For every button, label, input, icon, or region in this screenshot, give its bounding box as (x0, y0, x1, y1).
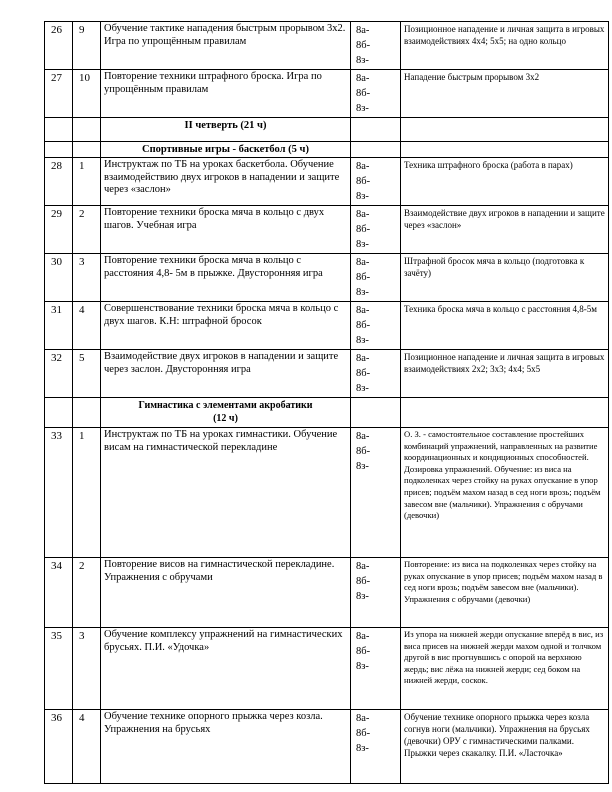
section-heading-row (45, 142, 609, 158)
lesson-row (45, 350, 609, 398)
class-label: 8з- (356, 591, 369, 602)
section-heading-row (45, 118, 609, 142)
lesson-number: 26 (45, 22, 73, 70)
lesson-topic: Повторение висов на гимнастической перекладине. Упражнения с обручами (101, 558, 351, 628)
lesson-number: 27 (45, 70, 73, 118)
class-list (351, 254, 401, 302)
lesson-row (45, 710, 609, 784)
lesson-number: 32 (45, 350, 73, 398)
class-list (351, 350, 401, 398)
section-lesson-number: 2 (73, 206, 101, 254)
lesson-topic: Обучение комплексу упражнений на гимнастических брусьях. П.И. «Удочка» (101, 628, 351, 710)
lesson-row (45, 206, 609, 254)
section-lesson-number: 10 (73, 70, 101, 118)
lesson-topic: Инструктаж по ТБ на уроках гимнастики. Обучение висам на гимнастической перекладине (101, 428, 351, 558)
class-label: 8з- (356, 103, 369, 114)
class-label: 8а- (356, 631, 370, 642)
lesson-row (45, 158, 609, 206)
section-lesson-number: 9 (73, 22, 101, 70)
section-heading-text: II четверть (21 ч) (184, 120, 267, 131)
lesson-number: 28 (45, 158, 73, 206)
lesson-activity: Нападение быстрым прорывом 3х2 (401, 70, 609, 118)
class-label: 8з- (356, 383, 369, 394)
empty-cell (351, 118, 401, 142)
class-list (351, 558, 401, 628)
empty-cell (73, 142, 101, 158)
lesson-topic: Совершенствование техники броска мяча в кольцо с двух шагов. К.Н: штрафной бросок (101, 302, 351, 350)
section-heading-hours: (12 ч) (213, 413, 238, 424)
lesson-topic: Инструктаж по ТБ на уроках баскетбола. Обучение взаимодействию двух игроков в нападении и защите через «заслон» (101, 158, 351, 206)
class-label: 8а- (356, 209, 370, 220)
class-label: 8а- (356, 257, 370, 268)
class-label: 8а- (356, 161, 370, 172)
class-label: 8б- (356, 320, 371, 331)
lesson-activity: Техника броска мяча в кольцо с расстояния 4,8-5м (401, 302, 609, 350)
class-list (351, 158, 401, 206)
class-label: 8б- (356, 368, 371, 379)
class-label: 8а- (356, 713, 370, 724)
lesson-number: 31 (45, 302, 73, 350)
lesson-activity: Позиционное нападение и личная защита в игровых взаимодействиях 4х4; 5х5; на одно кольцо (401, 22, 609, 70)
empty-cell (401, 142, 609, 158)
lesson-plan-table (44, 21, 609, 784)
lesson-number: 34 (45, 558, 73, 628)
class-label: 8б- (356, 646, 371, 657)
empty-cell (45, 118, 73, 142)
section-lesson-number: 4 (73, 710, 101, 784)
class-list (351, 70, 401, 118)
class-label: 8а- (356, 305, 370, 316)
class-list (351, 428, 401, 558)
lesson-activity: Техника штрафного броска (работа в парах) (401, 158, 609, 206)
class-label: 8б- (356, 224, 371, 235)
section-lesson-number: 3 (73, 254, 101, 302)
class-label: 8а- (356, 431, 370, 442)
section-lesson-number: 1 (73, 158, 101, 206)
lesson-row (45, 428, 609, 558)
class-list (351, 628, 401, 710)
empty-cell (401, 118, 609, 142)
lesson-row (45, 628, 609, 710)
class-label: 8з- (356, 335, 369, 346)
lesson-number: 29 (45, 206, 73, 254)
lesson-activity: Штрафной бросок мяча в кольцо (подготовка к зачёту) (401, 254, 609, 302)
lesson-topic: Повторение техники броска мяча в кольцо с расстояния 4,8- 5м в прыжке. Двусторонняя игра (101, 254, 351, 302)
lesson-number: 35 (45, 628, 73, 710)
class-label: 8б- (356, 272, 371, 283)
class-label: 8з- (356, 661, 369, 672)
lesson-topic: Обучение технике опорного прыжка через козла. Упражнения на брусьях (101, 710, 351, 784)
class-label: 8б- (356, 576, 371, 587)
empty-cell (351, 398, 401, 428)
lesson-row (45, 254, 609, 302)
class-label: 8б- (356, 446, 371, 457)
empty-cell (73, 398, 101, 428)
lesson-number: 30 (45, 254, 73, 302)
class-label: 8з- (356, 239, 369, 250)
lesson-activity: Позиционное нападение и личная защита в игровых взаимодействиях 2х2; 3х3; 4х4; 5х5 (401, 350, 609, 398)
section-heading-text: Спортивные игры - баскетбол (5 ч) (142, 144, 309, 155)
section-heading (101, 398, 351, 428)
section-lesson-number: 4 (73, 302, 101, 350)
section-lesson-number: 3 (73, 628, 101, 710)
class-list (351, 302, 401, 350)
section-heading-text: Гимнастика с элементами акробатики (138, 400, 313, 411)
lesson-topic: Повторение техники штрафного броска. Игра по упрощённым правилам (101, 70, 351, 118)
class-label: 8а- (356, 25, 370, 36)
lesson-plan-body (45, 22, 609, 784)
empty-cell (73, 118, 101, 142)
lesson-activity: Взаимодействие двух игроков в нападении и защите через «заслон» (401, 206, 609, 254)
class-label: 8з- (356, 461, 369, 472)
class-label: 8б- (356, 40, 371, 51)
empty-cell (45, 398, 73, 428)
empty-cell (45, 142, 73, 158)
section-lesson-number: 1 (73, 428, 101, 558)
class-label: 8а- (356, 561, 370, 572)
lesson-number: 36 (45, 710, 73, 784)
lesson-topic: Повторение техники броска мяча в кольцо с двух шагов. Учебная игра (101, 206, 351, 254)
class-label: 8з- (356, 55, 369, 66)
lesson-row (45, 558, 609, 628)
class-label: 8з- (356, 287, 369, 298)
class-label: 8з- (356, 191, 369, 202)
class-list (351, 22, 401, 70)
lesson-activity: Из упора на нижней жерди опускание вперёд в вис, из виса присев на нижней жерди махом одной и толчком другой в вис прогнувшись с опорой на верхнюю жердь; вис лёжа на нижней жерди; сед боком на нижней жерди, соскок. (401, 628, 609, 710)
section-lesson-number: 2 (73, 558, 101, 628)
section-heading-row (45, 398, 609, 428)
lesson-activity: О. З. - самостоятельное составление простейших комбинаций упражнений, направленных на развитие координационных и кондиционных способностей. Дозировка упражнений. Обучение: из виса на подколенках через стойку на руках опускание в упор присев; подъём махом назад в сед ноги врозь; подъём завесом вне (мальчики). Упражнения с обручами (девочки) (401, 428, 609, 558)
empty-cell (351, 142, 401, 158)
lesson-topic: Взаимодействие двух игроков в нападении и защите через заслон. Двусторонняя игра (101, 350, 351, 398)
lesson-row (45, 70, 609, 118)
empty-cell (401, 398, 609, 428)
class-label: 8б- (356, 88, 371, 99)
lesson-row (45, 22, 609, 70)
lesson-number: 33 (45, 428, 73, 558)
lesson-topic: Обучение тактике нападения быстрым прорывом 3х2. Игра по упрощённым правилам (101, 22, 351, 70)
class-label: 8а- (356, 353, 370, 364)
section-heading (101, 118, 351, 142)
class-label: 8б- (356, 176, 371, 187)
section-lesson-number: 5 (73, 350, 101, 398)
class-list (351, 206, 401, 254)
lesson-row (45, 302, 609, 350)
class-list (351, 710, 401, 784)
lesson-activity: Повторение: из виса на подколенках через стойку на руках опускание в упор присев; подъём махом назад в сед ноги врозь; подъём завесом вне (мальчики). Упражнения с обручами (девочки) (401, 558, 609, 628)
class-label: 8з- (356, 743, 369, 754)
class-label: 8а- (356, 73, 370, 84)
class-label: 8б- (356, 728, 371, 739)
lesson-activity: Обучение технике опорного прыжка через козла согнув ноги (мальчики). Упражнения на брусьях (девочки) ОРУ с гимнастическими палками. Прыжки через скакалку. П.И. «Ласточка» (401, 710, 609, 784)
section-heading (101, 142, 351, 158)
